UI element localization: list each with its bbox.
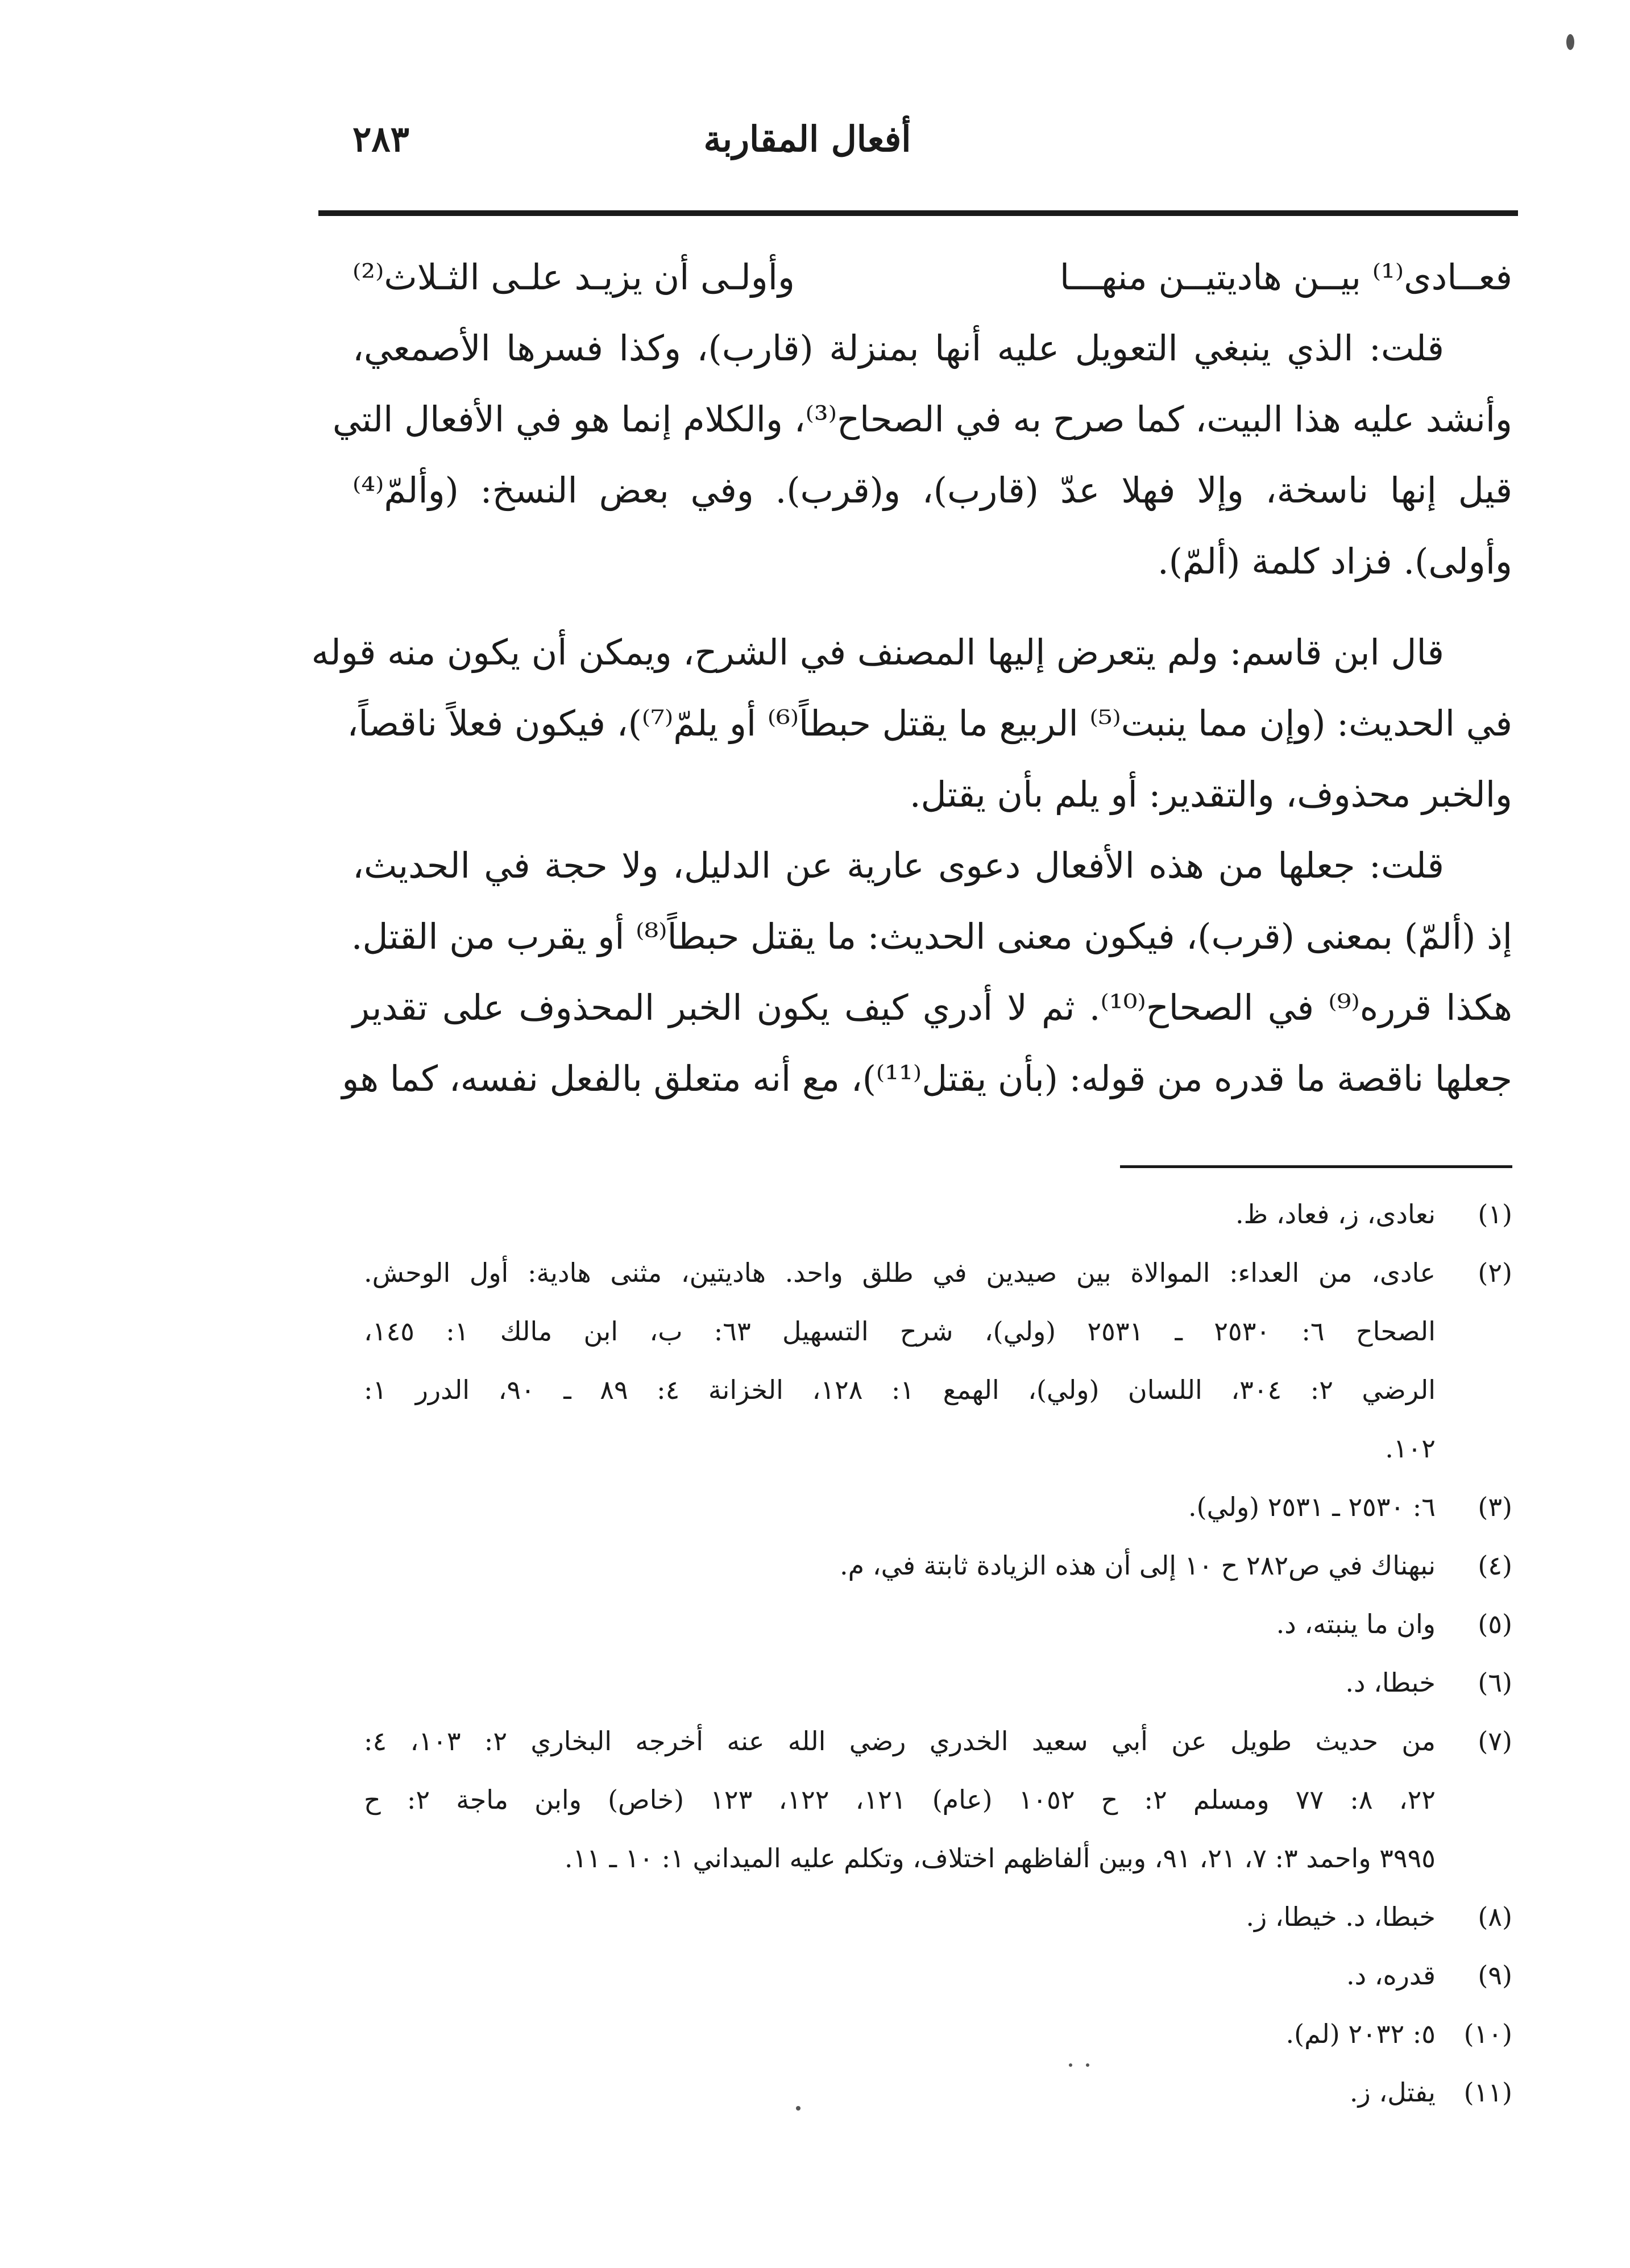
paragraph-1-line-4: وأولى). فزاد كلمة (ألمّ). xyxy=(1158,541,1512,582)
footnote xyxy=(364,1712,1512,1888)
footnote-text xyxy=(364,1536,1436,1595)
footnote xyxy=(364,1595,1512,1654)
running-header-title: أفعال المقاربة xyxy=(703,118,911,160)
footnote-text xyxy=(364,2005,1436,2063)
footnote-line: ٣٩٩٥ واحمد ٣: ٧، ٢١، ٩١، وبين ألفاظهم اختلاف، وتكلم عليه الميداني ١: ١٠ ـ ١١. xyxy=(564,1843,1436,1874)
paragraph-2-line-2: في الحديث: (وإن مما ينبت⁽⁵⁾ الربيع ما يقتل حبطاً⁽⁶⁾ أو يلمّ⁽⁷⁾)، فيكون فعلاً ناقصاً، xyxy=(347,703,1512,744)
footnotes xyxy=(364,1185,1512,2140)
paragraph-3-line-4: جعلها ناقصة ما قدره من قوله: (بأن يقتل⁽¹¹⁾)، مع أنه متعلق بالفعل نفسه، كما هو xyxy=(342,1058,1512,1099)
footnote-text xyxy=(364,1654,1436,1712)
paragraph-1-line-1: قلت: الذي ينبغي التعويل عليه أنها بمنزلة (قارب)، وكذا فسرها الأصمعي، xyxy=(352,327,1444,369)
footnote-text xyxy=(364,2063,1436,2122)
footnote-number: (٧) xyxy=(1478,1726,1512,1756)
footnote-text xyxy=(364,1478,1436,1536)
paragraph-1-line-2: وأنشد عليه هذا البيت، كما صرح به في الصحاح⁽³⁾، والكلام إنما هو في الأفعال التي xyxy=(332,398,1512,440)
footnote-line: نبهناك في ص٢٨٢ ح ١٠ إلى أن هذه الزيادة ثابتة في، م. xyxy=(840,1550,1436,1581)
paragraph-2-line-1: قال ابن قاسم: ولم يتعرض إليها المصنف في الشرح، ويمكن أن يكون منه قوله xyxy=(311,632,1444,673)
footnote-text xyxy=(364,1595,1436,1654)
footnote-text xyxy=(364,1888,1436,1946)
verse-first-hemistich: فعــادى⁽¹⁾ بيــن هاديتيــن منهـــا xyxy=(1059,256,1512,298)
verse-second-hemistich: وأولـى أن يزيـد علـى الثـلاث⁽²⁾ xyxy=(352,256,795,298)
paragraph-3-line-2: إذ (ألمّ) بمعنى (قرب)، فيكون معنى الحديث: ما يقتل حبطاً⁽⁸⁾ أو يقرب من القتل. xyxy=(351,916,1512,957)
scan-speck xyxy=(796,2106,801,2111)
footnote-line: قدره، د. xyxy=(1346,1960,1436,1991)
scan-speck xyxy=(1566,34,1574,50)
footnote xyxy=(364,1654,1512,1712)
paragraph-2-line-3: والخبر محذوف، والتقدير: أو يلم بأن يقتل. xyxy=(909,774,1512,815)
footnote-text xyxy=(364,1244,1436,1478)
header-divider xyxy=(318,210,1518,216)
main-text xyxy=(311,242,1512,1165)
footnote-line: ٢٢، ٨: ٧٧ ومسلم ٢: ح ١٠٥٢ (عام) ١٢١، ١٢٢، ١٢٣ (خاص) وابن ماجة ٢: ح xyxy=(364,1784,1436,1815)
footnote-number: (٦) xyxy=(1478,1667,1512,1698)
scan-speck xyxy=(1086,2063,1089,2067)
footnote-line: خبطا، د. xyxy=(1345,1667,1436,1698)
footnote xyxy=(364,1888,1512,1946)
footnote-number: (٥) xyxy=(1478,1609,1512,1639)
footnote-number: (٨) xyxy=(1478,1901,1512,1932)
footnote-divider xyxy=(1120,1165,1512,1168)
footnote-text xyxy=(364,1946,1436,2005)
footnote-number: (٩) xyxy=(1478,1960,1512,1991)
paragraph-3-line-1: قلت: جعلها من هذه الأفعال دعوى عارية عن الدليل، ولا حجة في الحديث، xyxy=(352,845,1444,886)
footnote-line: ٥: ٢٠٣٢ (لم). xyxy=(1285,2018,1436,2049)
footnote-line: الصحاح ٦: ٢٥٣٠ ـ ٢٥٣١ (ولي)، شرح التسهيل ٦٣: ب، ابن مالك ١: ١٤٥، xyxy=(364,1316,1436,1347)
footnote xyxy=(364,1946,1512,2005)
page-number: ٢٨٣ xyxy=(352,118,409,160)
footnote-line: ٦: ٢٥٣٠ ـ ٢٥٣١ (ولي). xyxy=(1188,1492,1436,1522)
footnote-line: عادى، من العداء: الموالاة بين صيدين في طلق واحد. هاديتين، مثنى هادية: أول الوحش. xyxy=(364,1257,1436,1288)
footnote-line: ١٠٢. xyxy=(1385,1433,1436,1464)
footnote xyxy=(364,2063,1512,2122)
footnote-number: (١٠) xyxy=(1463,2018,1512,2049)
footnote-number: (٢) xyxy=(1478,1257,1512,1288)
footnote-line: خبطا، د. خيطا، ز. xyxy=(1246,1901,1436,1932)
footnote-number: (٣) xyxy=(1478,1492,1512,1522)
paragraph-1-line-3: قيل إنها ناسخة، وإلا فهلا عدّ (قارب)، و(قرب). وفي بعض النسخ: (وألمّ⁽⁴⁾ xyxy=(352,470,1512,511)
footnote-text xyxy=(364,1185,1436,1244)
footnote xyxy=(364,1536,1512,1595)
footnote-line: نعادى، ز، فعاد، ظ. xyxy=(1235,1199,1436,1229)
footnote-line: وان ما ينبته، د. xyxy=(1276,1609,1436,1639)
footnote-text xyxy=(364,1712,1436,1888)
scan-speck xyxy=(1069,2063,1072,2067)
footnote xyxy=(364,2005,1512,2063)
footnote-number: (١١) xyxy=(1463,2077,1512,2108)
footnote-number: (١) xyxy=(1478,1199,1512,1229)
paragraph-3-line-3: هكذا قرره⁽⁹⁾ في الصحاح⁽¹⁰⁾. ثم لا أدري كيف يكون الخبر المحذوف على تقدير xyxy=(352,987,1512,1028)
footnote xyxy=(364,1185,1512,1244)
poetry-verse xyxy=(352,242,1512,313)
footnote-line: الرضي ٢: ٣٠٤، اللسان (ولي)، الهمع ١: ١٢٨، الخزانة ٤: ٨٩ ـ ٩٠، الدرر ١: xyxy=(364,1374,1436,1405)
footnote xyxy=(364,1244,1512,1478)
footnote-number: (٤) xyxy=(1478,1550,1512,1581)
footnote-line: من حديث طويل عن أبي سعيد الخدري رضي الله عنه أخرجه البخاري ٢: ١٠٣، ٤: xyxy=(364,1726,1436,1756)
footnote-line: يفتل، ز. xyxy=(1349,2077,1436,2108)
footnote xyxy=(364,1478,1512,1536)
